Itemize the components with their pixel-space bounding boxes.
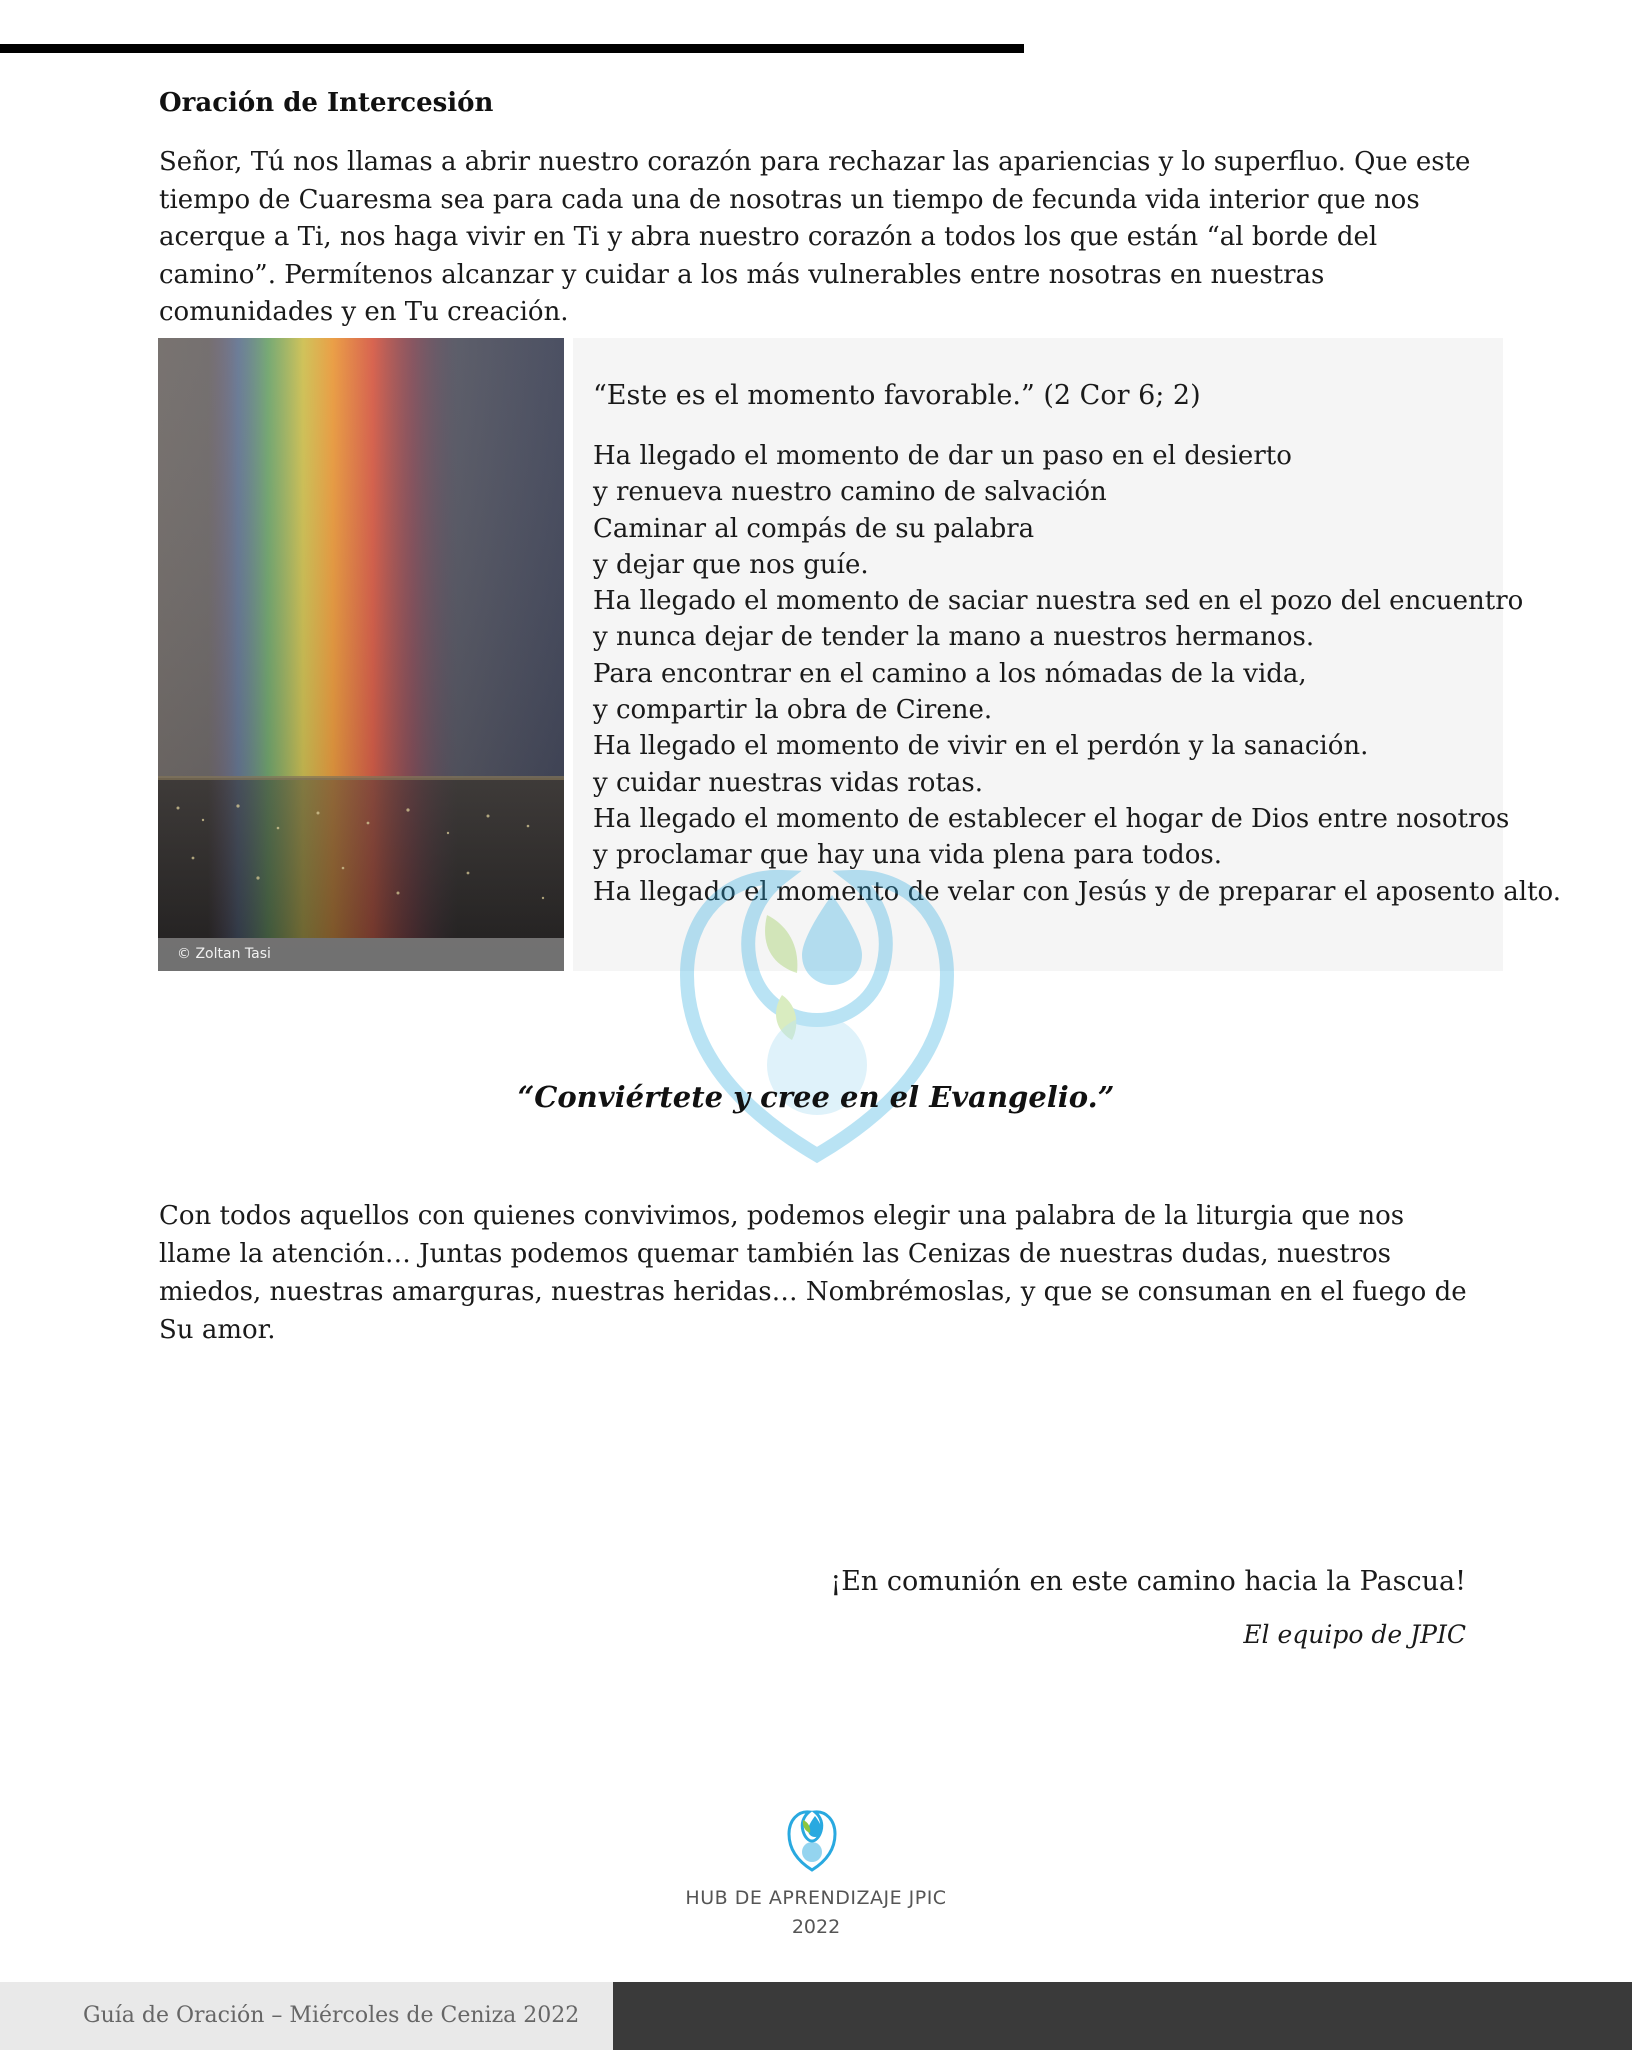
closing-paragraph: Con todos aquellos con quienes convivimos, podemos elegir una palabra de la liturgia que nos llame la atención… Juntas podemos quemar también las Cenizas de nuestras dudas, nuestros miedos, nuestras amarguras, nuestras heridas… Nombrémoslas, y que se consuman en el fuego de Su amor.: [159, 1201, 1467, 1345]
poem-line: Ha llegado el momento de dar un paso en el desierto: [593, 441, 1292, 471]
farewell-line: ¡En comunión en este camino hacia la Pascua!: [830, 1566, 1466, 1597]
poem-line: Para encontrar en el camino a los nómadas de la vida,: [593, 658, 1307, 689]
poem-line: y cuidar nuestras vidas rotas.: [593, 767, 984, 798]
rainbow-image: [158, 338, 564, 971]
hub-name: HUB DE APRENDIZAJE JPIC: [685, 1887, 947, 1909]
hub-year: 2022: [791, 1916, 841, 1938]
poem-line: y nunca dejar de tender la mano a nuestros hermanos.: [593, 622, 1315, 653]
footer-bar-right: [613, 1982, 1632, 2050]
poem-line: y proclamar que hay una vida plena para todos.: [593, 840, 1223, 871]
poem-line: y dejar que nos guíe.: [593, 549, 869, 580]
hub-logo-icon: [786, 1804, 838, 1874]
poem-line: y compartir la obra de Cirene.: [593, 695, 993, 726]
poem-line: Ha llegado el momento de saciar nuestra sed en el pozo del encuentro: [593, 586, 1524, 617]
callout-quote: “Conviértete y cree en el Evangelio.”: [517, 1080, 1115, 1114]
poem-line: Caminar al compás de su palabra: [593, 513, 1035, 544]
top-rule: [0, 44, 1024, 53]
footer-guide-title: Guía de Oración – Miércoles de Ceniza 2022: [83, 2003, 580, 2028]
poem-line: Ha llegado el momento de establecer el hogar de Dios entre nosotros: [593, 803, 1510, 834]
rainbow-photo: [158, 338, 564, 971]
signature: El equipo de JPIC: [1243, 1620, 1466, 1649]
footer-bar-left: [0, 1982, 613, 2050]
poem-box: [573, 338, 1562, 971]
poem-line: Ha llegado el momento de vivir en el perdón y la sanación.: [593, 731, 1369, 762]
poem-title: “Este es el momento favorable.” (2 Cor 6; 2): [593, 380, 1201, 411]
photo-credit: © Zoltan Tasi: [177, 946, 271, 962]
poem-line: y renueva nuestro camino de salvación: [593, 477, 1107, 508]
photo-credit-bar: [158, 938, 564, 971]
poem-line: Ha llegado el momento de velar con Jesús y de preparar el aposento alto.: [593, 876, 1562, 907]
section-heading: Oración de Intercesión: [159, 88, 494, 118]
intercession-paragraph: Señor, Tú nos llamas a abrir nuestro corazón para rechazar las apariencias y lo superfluo. Que este tiempo de Cuaresma sea para cada una de nosotras un tiempo de fecunda vida interior que nos acerque a Ti, nos haga vivir en Ti y abra nuestro corazón a todos los que están “al borde del camino”. Permítenos alcanzar y cuidar a los más vulnerables entre nosotras en nuestras comunidades y en Tu creación.: [159, 147, 1471, 327]
poem-lines: [593, 438, 1561, 910]
